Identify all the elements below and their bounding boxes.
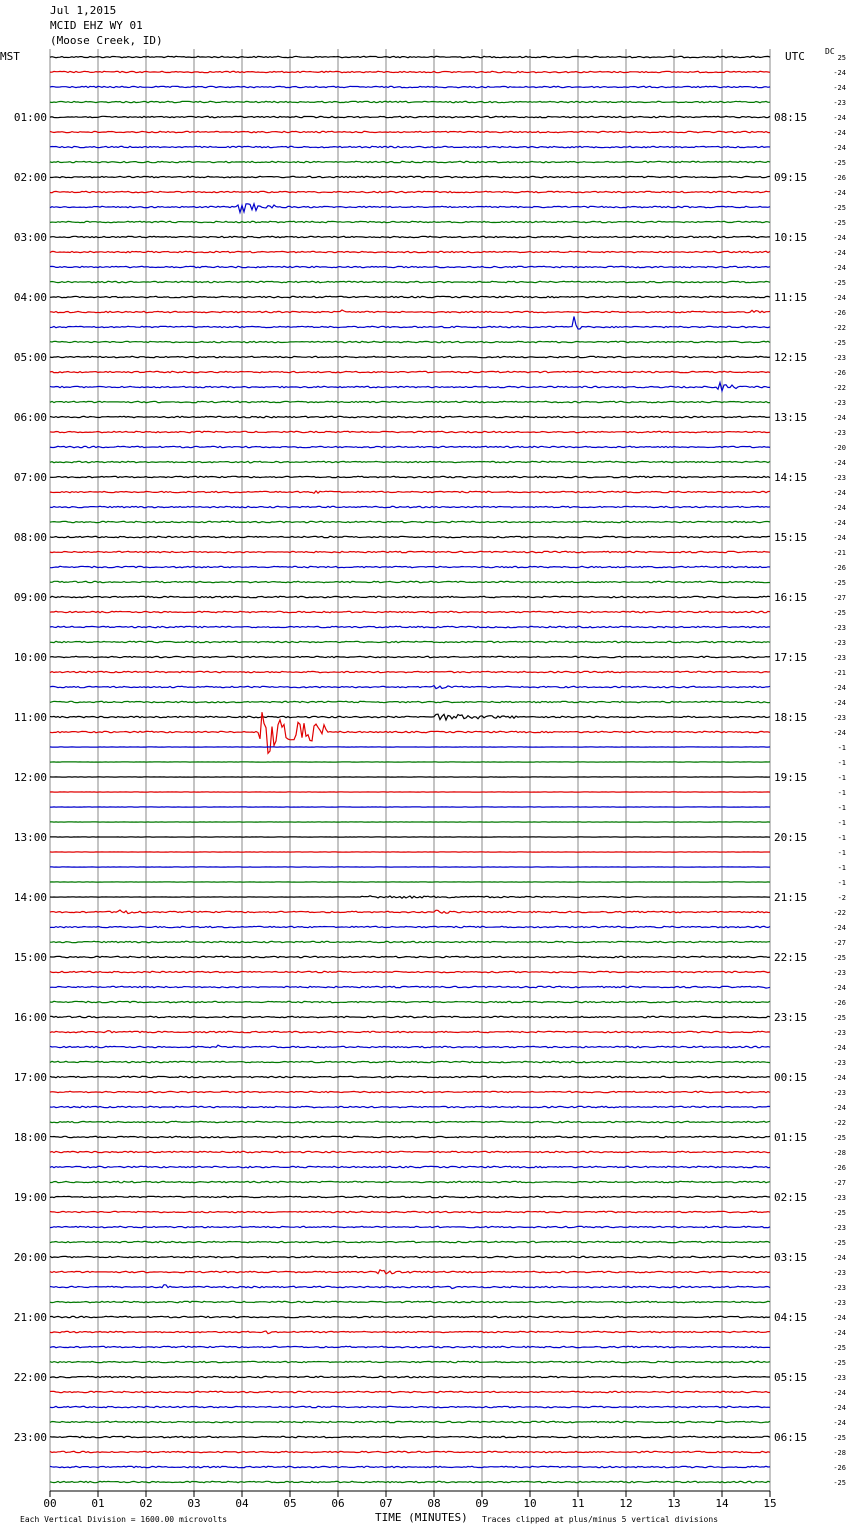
left-hour-label: 12:00 [13,771,47,784]
left-hour-label: 09:00 [13,591,47,604]
dc-offset-value: -1 [837,819,846,827]
trace-line [50,356,770,357]
dc-offset-value: -23 [833,474,846,482]
trace-line [50,461,770,463]
dc-offset-value: -23 [833,1284,846,1292]
trace-line [50,1285,770,1289]
right-hour-label: 15:15 [774,531,808,544]
right-hour-label: 04:15 [774,1311,808,1324]
dc-offset-value: -23 [833,1299,846,1307]
trace-line [50,896,770,898]
dc-offset-value: -24 [833,504,846,512]
trace-line [50,204,770,213]
trace-line [50,626,770,627]
dc-offset-value: -21 [833,669,846,677]
dc-offset-value: -23 [833,99,846,107]
dc-offset-value: -23 [833,1089,846,1097]
trace-line [50,296,770,297]
dc-offset-value: -24 [833,489,846,497]
dc-offset-value: -25 [833,1479,846,1487]
dc-offset-value: -1 [837,759,846,767]
dc-offset-value: -23 [833,1029,846,1037]
dc-offset-value: -24 [833,684,846,692]
right-hour-label: 01:15 [774,1131,808,1144]
dc-offset-value: -1 [837,834,846,842]
right-hour-label: 23:15 [774,1011,808,1024]
trace-line [50,551,770,552]
right-hour-label: 13:15 [774,411,808,424]
dc-offset-value: -1 [837,789,846,797]
trace-line [50,506,770,507]
x-tick-label: 15 [763,1497,777,1510]
dc-offset-value: -20 [833,444,846,452]
trace-line [50,161,770,162]
trace-line [50,1076,770,1077]
trace-line [50,251,770,252]
dc-offset-value: -22 [833,324,846,332]
left-hour-label: 04:00 [13,291,47,304]
right-hour-label: 18:15 [774,711,808,724]
dc-offset-value: -22 [833,1119,846,1127]
dc-offset-value: -25 [833,579,846,587]
dc-offset-value: -24 [833,1419,846,1427]
dc-offset-value: -24 [833,234,846,242]
trace-line [50,146,770,147]
right-timezone-label: UTC [785,50,805,63]
x-tick-label: 11 [571,1497,585,1510]
dc-offset-value: -2 [837,894,846,902]
x-tick-label: 01 [91,1497,105,1510]
dc-offset-value: -25 [833,1359,846,1367]
trace-line [50,956,770,957]
left-hour-label: 02:00 [13,171,47,184]
trace-line [50,656,770,657]
dc-offset-value: 25 [837,54,846,62]
trace-line [50,86,770,87]
left-hour-label: 11:00 [13,711,47,724]
trace-line [50,641,770,642]
dc-offset-value: -25 [833,1014,846,1022]
trace-line [50,446,770,447]
trace-line [50,1466,770,1467]
dc-offset-value: -27 [833,594,846,602]
dc-offset-value: -24 [833,519,846,527]
dc-offset-value: -25 [833,219,846,227]
trace-line [50,1226,770,1227]
trace-line [50,1031,770,1033]
trace-line [50,566,770,567]
trace-line [50,266,770,267]
dc-offset-value: -28 [833,1149,846,1157]
dc-offset-value: -23 [833,714,846,722]
left-hour-label: 19:00 [13,1191,47,1204]
dc-offset-value: -25 [833,954,846,962]
footer-clip-note: Traces clipped at plus/minus 5 vertical divisions [482,1515,719,1524]
trace-line [50,536,770,537]
dc-offset-value: -26 [833,564,846,572]
trace-line [50,1436,770,1437]
trace-line [50,56,770,57]
dc-offset-value: -26 [833,1164,846,1172]
trace-line [50,521,770,522]
dc-offset-value: -23 [833,639,846,647]
right-hour-label: 22:15 [774,951,808,964]
right-hour-label: 08:15 [774,111,808,124]
left-hour-label: 23:00 [13,1431,47,1444]
right-hour-label: 16:15 [774,591,808,604]
trace-line [50,281,770,282]
left-hour-label: 03:00 [13,231,47,244]
x-tick-label: 12 [619,1497,633,1510]
dc-offset-value: -24 [833,249,846,257]
dc-offset-value: -25 [833,1434,846,1442]
trace-line [50,1151,770,1152]
x-tick-label: 00 [43,1497,57,1510]
trace-line [50,1091,770,1092]
left-hour-label: 18:00 [13,1131,47,1144]
dc-offset-value: -23 [833,1269,846,1277]
right-hour-label: 10:15 [774,231,808,244]
dc-offset-value: -25 [833,1344,846,1352]
dc-offset-value: -25 [833,204,846,212]
dc-offset-value: -23 [833,399,846,407]
dc-offset-value: -24 [833,414,846,422]
dc-offset-value: -22 [833,384,846,392]
dc-offset-value: -24 [833,1314,846,1322]
dc-offset-value: -1 [837,744,846,752]
dc-offset-value: -24 [833,294,846,302]
dc-offset-value: -24 [833,1254,846,1262]
right-hour-label: 19:15 [774,771,808,784]
dc-offset-value: -24 [833,264,846,272]
dc-offset-value: -23 [833,624,846,632]
trace-line [50,431,770,432]
trace-line [50,1331,770,1334]
right-hour-label: 20:15 [774,831,808,844]
dc-offset-value: -21 [833,549,846,557]
dc-offset-value: -23 [833,354,846,362]
trace-line [50,686,770,689]
left-hour-label: 22:00 [13,1371,47,1384]
trace-line [50,371,770,372]
dc-offset-value: -24 [833,84,846,92]
trace-line [50,1061,770,1062]
trace-line [50,1196,770,1197]
trace-line [50,476,770,477]
trace-line [50,176,770,177]
trace-line [50,971,770,972]
left-hour-label: 21:00 [13,1311,47,1324]
x-tick-label: 03 [187,1497,201,1510]
trace-line [50,310,770,313]
x-tick-label: 14 [715,1497,729,1510]
dc-offset-value: -1 [837,804,846,812]
trace-line [50,1211,770,1212]
dc-offset-value: -1 [837,864,846,872]
trace-line [50,1391,770,1392]
trace-line [50,416,770,417]
dc-offset-value: -25 [833,159,846,167]
trace-line [50,1181,770,1183]
dc-offset-value: -24 [833,129,846,137]
left-hour-label: 05:00 [13,351,47,364]
left-timezone-label: MST [0,50,20,63]
dc-offset-value: -22 [833,909,846,917]
x-tick-label: 02 [139,1497,153,1510]
trace-line [50,116,770,117]
dc-offset-labels [833,54,846,1487]
dc-offset-value: -24 [833,699,846,707]
dc-offset-value: -24 [833,1104,846,1112]
trace-line [50,101,770,102]
trace-line [50,1136,770,1137]
trace-line [50,383,770,391]
dc-offset-value: -24 [833,1044,846,1052]
trace-line [50,1106,770,1107]
dc-offset-value: -24 [833,69,846,77]
left-hour-label: 13:00 [13,831,47,844]
dc-offset-value: -25 [833,339,846,347]
dc-offset-value: -26 [833,174,846,182]
trace-line [50,1451,770,1452]
dc-offset-value: -23 [833,1059,846,1067]
trace-line [50,941,770,943]
trace-line [50,611,770,612]
dc-offset-value: -1 [837,774,846,782]
trace-line [50,341,770,342]
dc-offset-value: -23 [833,654,846,662]
trace-line [50,1316,770,1317]
dc-offset-value: -24 [833,729,846,737]
trace-line [50,191,770,192]
dc-offset-value: -24 [833,534,846,542]
trace-line [50,1346,770,1347]
trace-line [50,317,770,330]
trace-line [50,221,770,222]
trace-line [50,401,770,402]
trace-line [50,1270,770,1274]
dc-offset-value: -24 [833,1074,846,1082]
dc-offset-value: -25 [833,1209,846,1217]
trace-line [50,1421,770,1422]
dc-offset-value: -25 [833,609,846,617]
right-hour-label: 09:15 [774,171,808,184]
dc-offset-value: -24 [833,114,846,122]
right-hour-label: 11:15 [774,291,808,304]
left-hour-label: 16:00 [13,1011,47,1024]
dc-offset-value: -24 [833,924,846,932]
left-hour-label: 15:00 [13,951,47,964]
x-tick-label: 13 [667,1497,681,1510]
trace-line [50,1301,770,1302]
right-hour-label: 06:15 [774,1431,808,1444]
time-grid [50,49,770,1491]
left-hour-label: 14:00 [13,891,47,904]
dc-label: DC [825,47,835,56]
trace-group [50,56,770,1482]
trace-line [50,1166,770,1168]
dc-offset-value: -23 [833,429,846,437]
x-tick-label: 06 [331,1497,345,1510]
trace-line [50,1001,770,1002]
left-hour-label: 17:00 [13,1071,47,1084]
x-axis-title: TIME (MINUTES) [375,1511,468,1524]
trace-line [50,1016,770,1017]
right-hour-label: 05:15 [774,1371,808,1384]
dc-offset-value: -24 [833,1404,846,1412]
trace-line [50,701,770,702]
trace-line [50,131,770,132]
trace-line [50,1376,770,1377]
dc-offset-value: -24 [833,459,846,467]
dc-offset-value: -26 [833,999,846,1007]
dc-offset-value: -23 [833,1194,846,1202]
right-hour-label: 12:15 [774,351,808,364]
dc-offset-value: -1 [837,879,846,887]
dc-offset-value: -26 [833,309,846,317]
x-tick-label: 05 [283,1497,297,1510]
left-hour-label: 20:00 [13,1251,47,1264]
dc-offset-value: -24 [833,144,846,152]
x-tick-label: 07 [379,1497,393,1510]
right-hour-label: 03:15 [774,1251,808,1264]
dc-offset-value: -1 [837,849,846,857]
dc-offset-value: -25 [833,1239,846,1247]
trace-line [50,491,770,493]
time-axis [43,1491,776,1510]
trace-line [50,986,770,988]
dc-offset-value: -27 [833,939,846,947]
dc-offset-value: -28 [833,1449,846,1457]
x-tick-label: 08 [427,1497,441,1510]
dc-offset-value: -23 [833,969,846,977]
dc-offset-value: -24 [833,1329,846,1337]
left-hour-label: 08:00 [13,531,47,544]
dc-offset-value: -24 [833,984,846,992]
dc-offset-value: -26 [833,1464,846,1472]
left-hour-label: 07:00 [13,471,47,484]
dc-offset-value: -27 [833,1179,846,1187]
trace-line [50,1481,770,1482]
trace-line [50,1241,770,1242]
header-location: (Moose Creek, ID) [50,34,163,47]
trace-line [50,71,770,72]
dc-offset-value: -24 [833,1389,846,1397]
trace-line [50,926,770,927]
x-tick-label: 09 [475,1497,489,1510]
right-hour-label: 17:15 [774,651,808,664]
right-hour-label: 21:15 [774,891,808,904]
dc-offset-value: -26 [833,369,846,377]
dc-offset-value: -23 [833,1374,846,1382]
dc-offset-value: -24 [833,189,846,197]
trace-line [50,1361,770,1362]
footer-scale-note: Each Vertical Division = 1600.00 microvolts [20,1515,228,1524]
x-tick-label: 04 [235,1497,249,1510]
trace-line [50,1121,770,1122]
trace-line [50,1406,770,1407]
right-hour-label: 14:15 [774,471,808,484]
x-tick-label: 10 [523,1497,537,1510]
dc-offset-value: -23 [833,1224,846,1232]
header-station: MCID EHZ WY 01 [50,19,143,32]
header-date: Jul 1,2015 [50,4,117,17]
dc-offset-value: -25 [833,279,846,287]
trace-line [50,714,770,720]
dc-offset-value: -25 [833,1134,846,1142]
left-hour-label: 06:00 [13,411,47,424]
trace-line [50,1045,770,1048]
trace-line [50,236,770,237]
trace-line [50,596,770,597]
trace-line [50,910,770,914]
right-hour-label: 02:15 [774,1191,808,1204]
right-hour-label: 00:15 [774,1071,808,1084]
trace-line [50,1256,770,1257]
trace-line [50,671,770,672]
left-hour-label: 01:00 [13,111,47,124]
trace-line [50,581,770,582]
left-hour-label: 10:00 [13,651,47,664]
